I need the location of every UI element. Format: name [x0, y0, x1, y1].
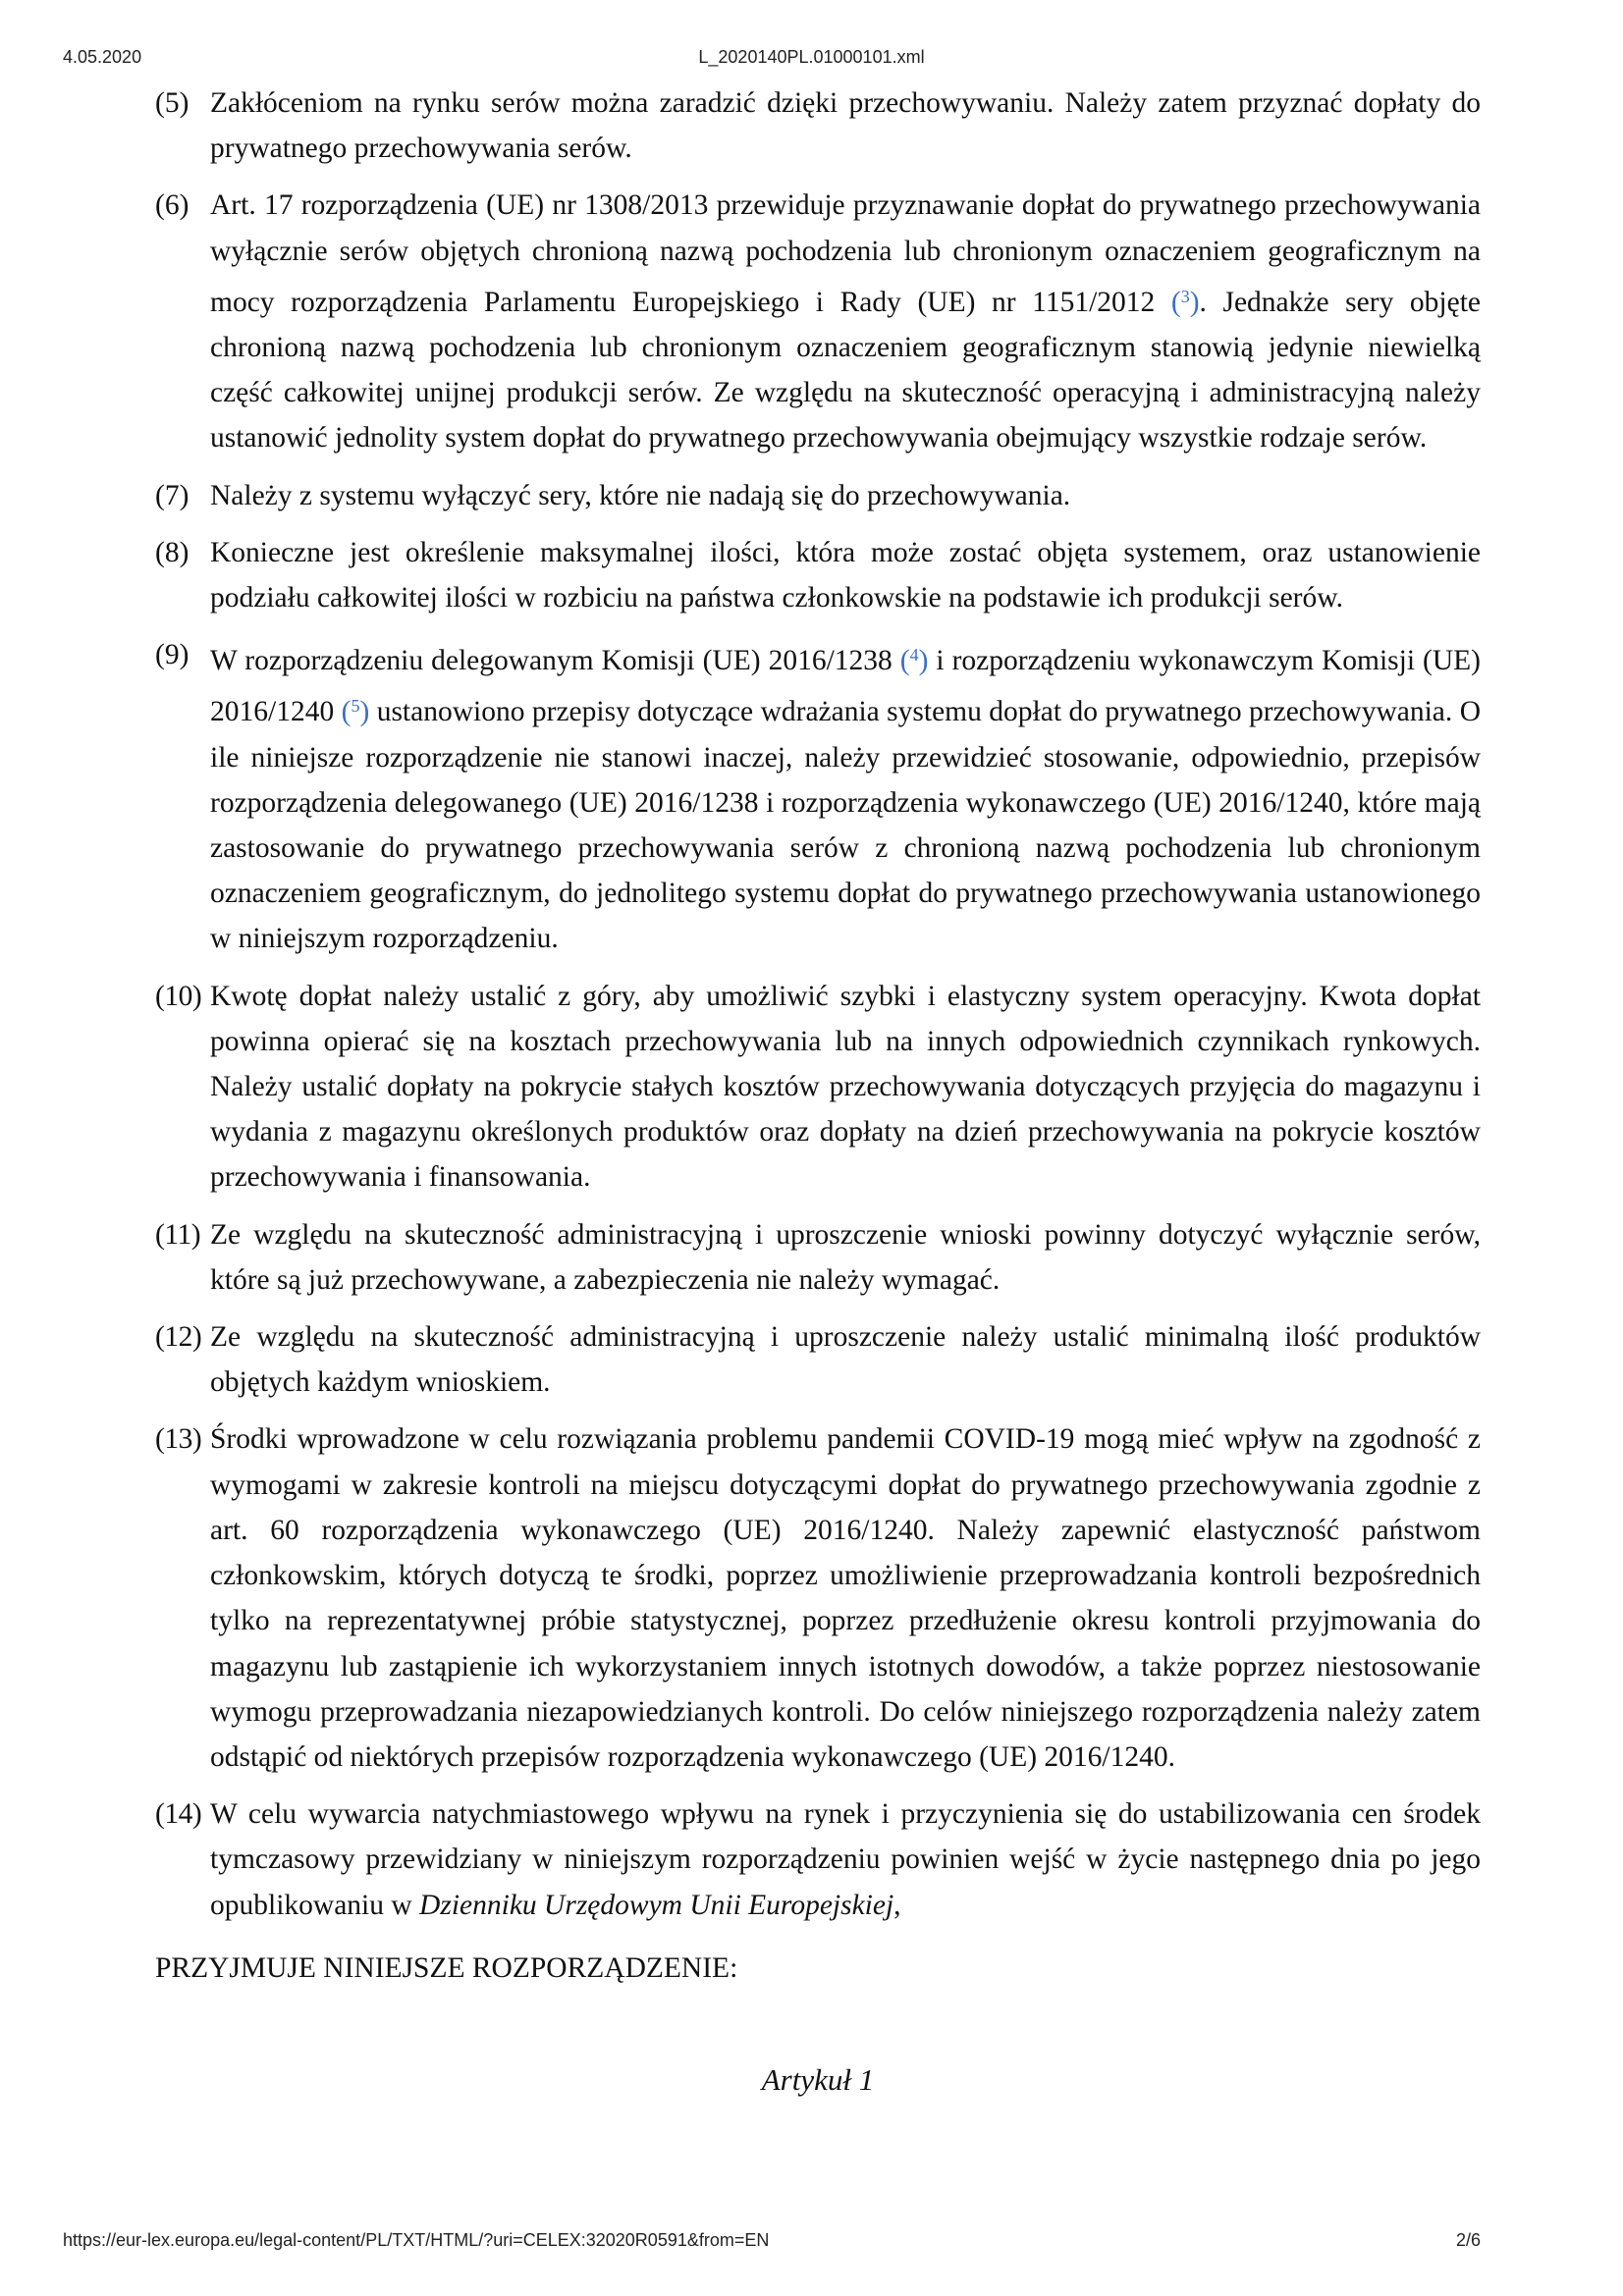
recital-text: Ze względu na skuteczność administracyjną i uproszczenie wnioski powinny dotyczyć wyłącznie serów, które są już przechowywane, a zabezpieczenia nie należy wymagać.: [210, 1218, 1481, 1296]
journal-name: Dzienniku Urzędowym Unii Europejskiej: [419, 1889, 894, 1921]
article-heading: Artykuł 1: [761, 2061, 875, 2097]
recital-text-part: W celu wywarcia natychmiastowego wpływu na rynek i przyczynienia się do ustabilizowania cen środek tymczasowy przewidziany w niniejszym rozporządzeniu powinien wejść w życie następnego dnia po jego opublikowaniu w: [210, 1798, 1481, 1921]
recital-number: (6): [155, 189, 189, 222]
recital-text: Należy z systemu wyłączyć sery, które nie nadają się do przechowywania.: [210, 479, 1071, 511]
document-body: [155, 80, 1481, 2103]
recital-12: [155, 1314, 1481, 1405]
recital-text: Konieczne jest określenie maksymalnej ilości, która może zostać objęta systemem, oraz ustanowienie podziału całkowitej ilości w rozbiciu na państwa członkowskie na podstawie ich produkcji serów.: [210, 536, 1481, 614]
recital-text-part: Art. 17 rozporządzenia (UE) nr 1308/2013 przewiduje przyznawanie dopłat do prywatnego przechowywania wyłącznie serów objętych chronioną nazwą pochodzenia lub chronionym oznaczeniem geograficznym na mocy rozporządzenia Parlamentu Europejskiego i Rady (UE) nr 1151/2012: [210, 189, 1481, 318]
recital-number: (5): [155, 87, 189, 119]
recital-text: Ze względu na skuteczność administracyjną i uproszczenie należy ustalić minimalną ilość produktów objętych każdym wnioskiem.: [210, 1321, 1481, 1399]
recital-7: [155, 473, 1481, 518]
recital-11: [155, 1212, 1481, 1303]
recital-text: Kwotę dopłat należy ustalić z góry, aby umożliwić szybki i elastyczny system operacyjny. Kwota dopłat powinna opierać się na kosztach przechowywania lub na innych odpowiednich czynnikach rynkowych. Należy ustalić dopłaty na pokrycie stałych kosztów przechowywania dotyczących przyjęcia do magazynu i wydania z magazynu określonych produktów oraz dopłaty na dzień przechowywania na pokrycie kosztów przechowywania i finansowania.: [210, 980, 1481, 1194]
recital-number: (9): [155, 639, 189, 671]
recital-text: Środki wprowadzone w celu rozwiązania problemu pandemii COVID-19 mogą mieć wpływ na zgodność z wymogami w zakresie kontroli na miejscu dotyczącymi dopłat do prywatnego przechowywania zgodnie z art. 60 rozporządzenia wykonawczego (UE) 2016/1240. Należy zapewnić elastyczność państwom członkowskim, których dotyczą te środki, poprzez umożliwienie przeprowadzania kontroli bezpośrednich tylko na reprezentatywnej próbie statystycznej, poprzez przedłużenie okresu kontroli przyjmowania do magazynu lub zastąpienie ich wykorzystaniem innych istotnych dowodów, a także poprzez niestosowanie wymogu przeprowadzania niezapowiedzianych kontroli. Do celów niniejszego rozporządzenia należy zatem odstąpić od niektórych przepisów rozporządzenia wykonawczego (UE) 2016/1240.: [210, 1423, 1481, 1773]
footnote-number: 5: [351, 696, 360, 717]
recital-text: Zakłóceniom na rynku serów można zaradzić dzięki przechowywaniu. Należy zatem przyznać dopłaty do prywatnego przechowywania serów.: [210, 87, 1481, 165]
recital-number: (14): [155, 1798, 202, 1831]
recital-6: [155, 183, 1481, 460]
recital-text: [210, 1791, 1481, 1928]
print-title: L_2020140PL.01000101.xml: [698, 47, 925, 67]
recital-9: [155, 632, 1481, 961]
footnote-link-5[interactable]: ($^5$): [341, 696, 370, 728]
print-date: 4.05.2020: [63, 47, 142, 67]
footnote-number: 4: [909, 645, 919, 666]
recital-text-part: ,: [893, 1889, 901, 1921]
recital-5: [155, 80, 1481, 171]
recital-text: [210, 183, 1481, 460]
footnote-link-4[interactable]: ($^4$): [899, 645, 929, 677]
recital-number: (12): [155, 1321, 202, 1354]
recital-number: (13): [155, 1423, 202, 1456]
recital-14: [155, 1791, 1481, 1928]
recital-text-part: i rozporządzeniu wykonawczym Komisji (UE) 2016/1240: [210, 645, 1481, 728]
footnote-number: 3: [1180, 286, 1190, 306]
recital-text-part: W rozporządzeniu delegowanym Komisji (UE) 2016/1238: [210, 645, 900, 677]
recital-10: [155, 974, 1481, 1201]
source-url: https://eur-lex.europa.eu/legal-content/PL/TXT/HTML/?uri=CELEX:32020R0591&from=EN: [63, 2230, 770, 2250]
recital-text: [210, 632, 1481, 961]
adoption-formula: PRZYJMUJE NINIEJSZE ROZPORZĄDZENIE:: [155, 1951, 738, 1984]
recital-number: (7): [155, 479, 189, 511]
page-number: 2/6: [1455, 2230, 1481, 2250]
recital-text-part: ustanowiono przepisy dotyczące wdrażania systemu dopłat do prywatnego przechowywania. O ile niniejsze rozporządzenie nie stanowi inaczej, należy przewidzieć stosowanie, odpowiednio, przepisów rozporządzenia delegowanego (UE) 2016/1238 i rozporządzenia wykonawczego (UE) 2016/1240, które mają zastosowanie do prywatnego przechowywania serów z chronioną nazwą pochodzenia lub chronionym oznaczeniem geograficznym, do jednolitego systemu dopłat do prywatnego przechowywania ustanowionego w niniejszym rozporządzeniu.: [210, 696, 1481, 955]
recital-text-part: . Jednakże sery objęte chronioną nazwą pochodzenia lub chronionym oznaczeniem geograficznym stanowią jedynie niewielką część całkowitej unijnej produkcji serów. Ze względu na skuteczność operacyjną i administracyjną należy ustanowić jednolity system dopłat do prywatnego przechowywania obejmujący wszystkie rodzaje serów.: [210, 286, 1481, 454]
recital-number: (11): [155, 1218, 201, 1251]
recital-number: (8): [155, 536, 189, 568]
recital-13: [155, 1416, 1481, 1780]
recital-number: (10): [155, 980, 202, 1012]
footnote-link-3[interactable]: ($^3$): [1170, 286, 1200, 318]
recital-8: [155, 530, 1481, 620]
